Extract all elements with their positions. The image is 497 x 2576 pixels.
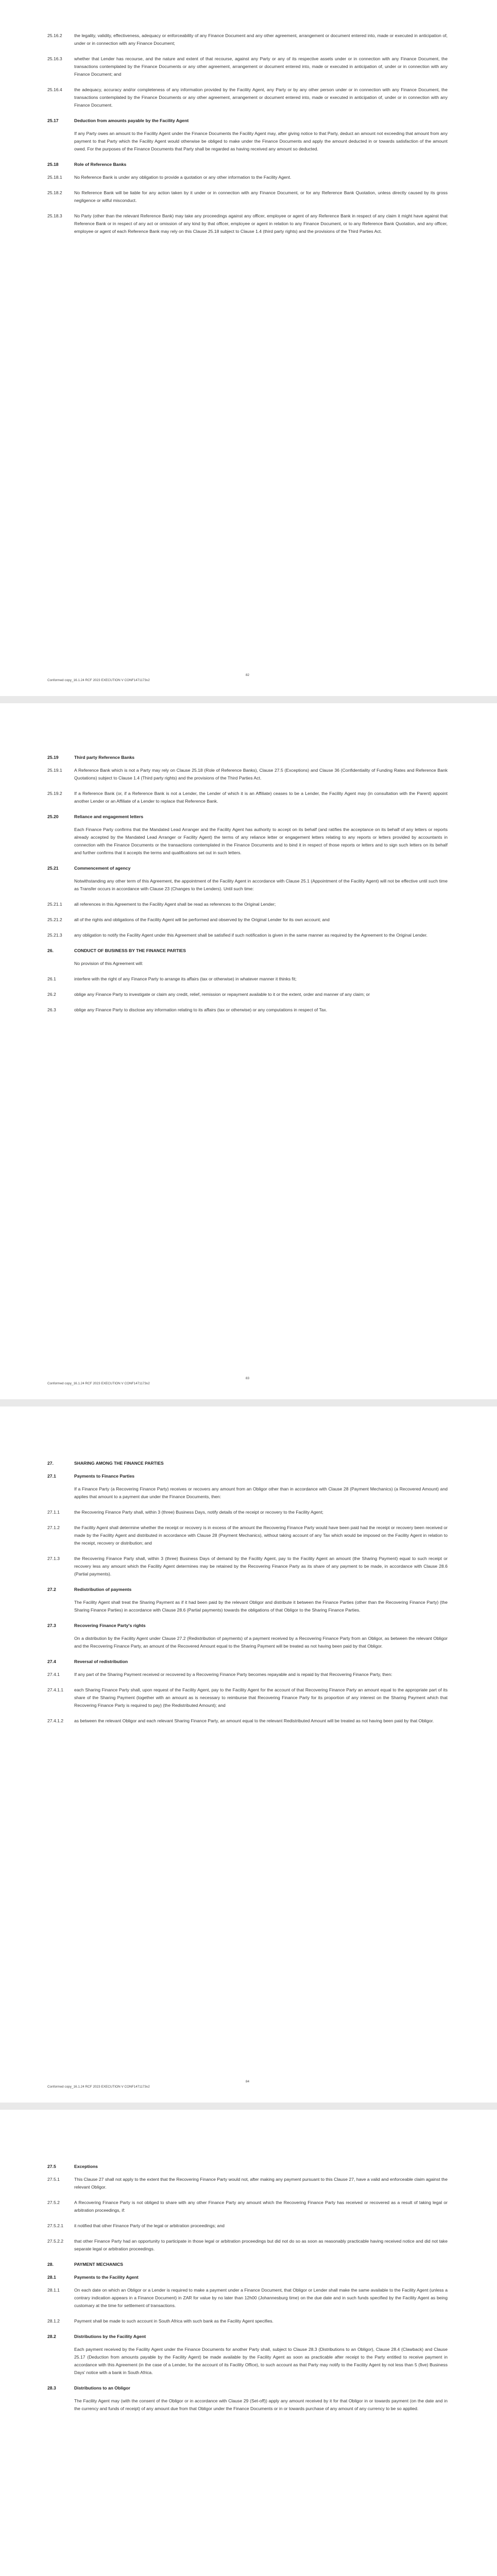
- paragraph: [47, 975, 448, 983]
- clause-text: it notified that other Finance Party of the legal or arbitration proceedings; and: [74, 2223, 225, 2228]
- page-body: [47, 1460, 448, 1733]
- clause-heading: [47, 1460, 448, 1467]
- clause-heading: [47, 2384, 448, 2392]
- clause-number: 28.2: [47, 2334, 56, 2339]
- clause-number: 25.18.1: [47, 175, 62, 180]
- clause-text: This Clause 27 shall not apply to the extent that the Recovering Finance Party would not, after making any payment pursuant to this Clause 27, have a valid and enforceable claim against the relevant Obligor.: [74, 2177, 448, 2190]
- clause-number: 27.1.3: [47, 1556, 60, 1561]
- clause-text: A Reference Bank which is not a Party may rely on Clause 25.18 (Role of Reference Banks), Clause 27.5 (Exceptions) and Clause 36 (Confidentiality of Funding Rates and Reference Bank Quotations) subject to Clause 1.4 (Third party rights) and the provisions of the Third Parties Act.: [74, 768, 448, 781]
- clause-title: Reliance and engagement letters: [74, 814, 144, 819]
- clause-heading: [47, 161, 448, 168]
- clause-text: On a distribution by the Facility Agent under Clause 27.2 (Redistribution of payments) of a payment received by a Recovering Finance Party from an Obligor, as between the relevant Obligor and the Recovering Finance Party, an amount of the Recovered Amount equal to the Sharing Payment will be treated as not having been paid by that Obligor.: [74, 1636, 448, 1649]
- clause-text: If any part of the Sharing Payment received or recovered by a Recovering Finance Party becomes repayable and is repaid by that Recovering Finance Party, then:: [74, 1672, 392, 1677]
- clause-heading: [47, 1472, 448, 1480]
- clause-text: the Recovering Finance Party shall, within 3 (three) Business Days of demand by the Facility Agent, pay to the Facility Agent an amount (the Sharing Payment) equal to such receipt or recovery less any amount which the Facility Agent determines may be retained by the Recovering Finance Party as its share of any payment to be made, in accordance with Clause 28.6 (Partial payments).: [74, 1556, 448, 1577]
- clause-number: 25.18.3: [47, 213, 62, 218]
- conformed-copy-label: Conformed copy_16.1.24 RCF 2023 EXECUTION V CONF1471173v2: [47, 2085, 150, 2089]
- clause-number: 25.20: [47, 814, 59, 819]
- paragraph: [47, 790, 448, 805]
- clause-heading: [47, 1622, 448, 1630]
- paragraph: [47, 2176, 448, 2191]
- clause-heading: [47, 2163, 448, 2171]
- paragraph: [47, 931, 448, 939]
- clause-number: 27.2: [47, 1587, 56, 1592]
- clause-text: the Facility Agent shall determine whether the receipt or recovery is in excess of the amount the Recovering Finance Party would have been paid had the receipt or recovery been received or made by the Facility Agent and distributed in accordance with Clause 28 (Payment Mechanics), without taking account of any Tax which would be imposed on the Facility Agent in relation to the receipt, recovery or distribution; and: [74, 1525, 448, 1546]
- clause-heading: [47, 947, 448, 955]
- clause-text: interfere with the right of any Finance Party to arrange its affairs (tax or otherwise) in whatever manner it thinks fit;: [74, 976, 297, 981]
- clause-number: 28.1.1: [47, 2287, 60, 2293]
- clause-text: the legality, validity, effectiveness, adequacy or enforceability of any Finance Document and any other agreement, arrangement or document entered into, made or executed in anticipation of, under or in connection with any Finance Document;: [74, 33, 448, 46]
- paragraph: [47, 86, 448, 109]
- clause-number: 25.21.3: [47, 933, 62, 938]
- clause-number: 27.1.1: [47, 1510, 60, 1515]
- clause-number: 26.: [47, 948, 54, 953]
- clause-heading: [47, 117, 448, 125]
- page-number: 82: [245, 673, 250, 677]
- paragraph: [47, 212, 448, 235]
- paragraph: [47, 32, 448, 47]
- paragraph: [47, 1717, 448, 1725]
- paragraph: [47, 174, 448, 181]
- clause-text: If any Party owes an amount to the Facility Agent under the Finance Documents the Facility Agent may, after giving notice to that Party, deduct an amount not exceeding that amount from any payment to that Party which the Facility Agent would otherwise be obliged to make under the Finance Documents and apply the amount deducted in or towards satisfaction of the amount owed. For the purposes of the Finance Documents that Party shall be regarded as having received any amount so deducted.: [74, 131, 448, 151]
- paragraph: [47, 2397, 448, 2413]
- clause-number: 27.5.2.1: [47, 2223, 64, 2228]
- paragraph: [47, 1524, 448, 1547]
- clause-number: 27.5.2.2: [47, 2239, 64, 2244]
- clause-number: 27.4.1.1: [47, 1687, 64, 1692]
- clause-number: 25.18.2: [47, 190, 62, 195]
- paragraph: [47, 877, 448, 893]
- clause-text: any obligation to notify the Facility Agent under this Agreement shall be satisfied if such notification is given in the same manner as required by the Agreement to the Original Lender.: [74, 933, 427, 938]
- clause-number: 27.1: [47, 1473, 56, 1479]
- clause-number: 27.5.2: [47, 2200, 60, 2205]
- clause-heading: [47, 2333, 448, 2341]
- clause-title: Exceptions: [74, 2164, 98, 2169]
- clause-number: 25.19.2: [47, 791, 62, 796]
- paragraph: [47, 1686, 448, 1709]
- clause-number: 26.2: [47, 992, 56, 997]
- clause-title: Third party Reference Banks: [74, 755, 135, 760]
- clause-title: Reversal of redistribution: [74, 1659, 128, 1664]
- clause-heading: [47, 813, 448, 821]
- paragraph: [47, 2317, 448, 2325]
- clause-text: that other Finance Party had an opportunity to participate in those legal or arbitration proceedings but did not do so as soon as reasonably practicable having received notice and did not take separate legal or arbitration proceedings.: [74, 2239, 448, 2251]
- clause-number: 25.16.3: [47, 56, 62, 61]
- clause-title: Role of Reference Banks: [74, 162, 127, 167]
- clause-heading: [47, 754, 448, 761]
- paragraph: [47, 767, 448, 782]
- clause-heading: [47, 865, 448, 872]
- clause-number: 25.21: [47, 866, 59, 871]
- clause-number: 28.3: [47, 2385, 56, 2391]
- document-page: [0, 1406, 497, 2103]
- page-body: [47, 32, 448, 243]
- clause-text: whether that Lender has recourse, and the nature and extent of that recourse, against any Party or any of its respective assets under or in connection with any Finance Document, the transactions contemplated by the Finance Documents or any other agreement, arrangement or document entered into, made or executed in anticipation of, under or in connection with any Finance Document; and: [74, 56, 448, 77]
- paragraph: [47, 2346, 448, 2377]
- clause-title: Distributions to an Obligor: [74, 2385, 130, 2391]
- clause-text: On each date on which an Obligor or a Lender is required to make a payment under a Finance Document, that Obligor or Lender shall make the same available to the Facility Agent (unless a contrary indication appears in a Finance Document) in ZAR for value by no later than 12h00 (Johannesburg time) on the due date and in such funds specified by the Facility Agent as being customary at the time for settlement of transactions.: [74, 2287, 448, 2308]
- clause-number: 25.16.4: [47, 87, 62, 92]
- clause-heading: [47, 2274, 448, 2281]
- clause-text: No provision of this Agreement will:: [74, 961, 143, 966]
- clause-text: the Recovering Finance Party shall, within 3 (three) Business Days, notify details of the receipt or recovery to the Facility Agent;: [74, 1510, 323, 1515]
- clause-title: Redistribution of payments: [74, 1587, 132, 1592]
- clause-title: Payments to Finance Parties: [74, 1473, 135, 1479]
- paragraph: [47, 901, 448, 908]
- clause-text: Payment shall be made to such account in South Africa with such bank as the Facility Agent specifies.: [74, 2318, 273, 2324]
- page-body: [47, 2163, 448, 2420]
- clause-number: 27.1.2: [47, 1525, 60, 1530]
- clause-text: No Reference Bank will be liable for any action taken by it under or in connection with any Finance Document, or for any Reference Bank Quotation, unless directly caused by its gross negligence or wilful misconduct.: [74, 190, 448, 203]
- paragraph: [47, 1485, 448, 1501]
- paragraph: [47, 130, 448, 153]
- document-page: [0, 2110, 497, 2576]
- paragraph: [47, 189, 448, 205]
- clause-text: each Sharing Finance Party shall, upon request of the Facility Agent, pay to the Facility Agent for the account of that Recovering Finance Party an amount equal to the appropriate part of its share of the Sharing Payment (together with an amount as is necessary to reimburse that Recovering Finance Party for its proportion of any interest on the Sharing Payment which that Recovering Finance Party is required to pay) (the Redistributed Amount); and: [74, 1687, 448, 1708]
- clause-title: PAYMENT MECHANICS: [74, 2262, 124, 2267]
- clause-text: No Party (other than the relevant Reference Bank) may take any proceedings against any officer, employee or agent of any Reference Bank in respect of any claim it might have against that Reference Bank or in respect of any act or omission of any kind by that officer, employee or agent in relation to any Finance Document, or to any Reference Bank Quotation, and any officer, employee or agent of each Reference Bank may rely on this Clause 25.18 subject to Clause 1.4 (third party rights) and the provisions of the Third Parties Act.: [74, 213, 448, 234]
- clause-number: 26.1: [47, 976, 56, 981]
- clause-number: 27.4: [47, 1659, 56, 1664]
- conformed-copy-label: Conformed copy_16.1.24 RCF 2023 EXECUTION V CONF1471173v2: [47, 1382, 150, 1385]
- paragraph: [47, 826, 448, 857]
- document-page: [0, 0, 497, 696]
- clause-text: the adequacy, accuracy and/or completeness of any information provided by the Facility Agent, any Party or by any other person under or in connection with any Finance Document, the transactions contemplated by the Finance Documents or any other agreement, arrangement or document entered into, made or executed in anticipation of, under or in connection with any Finance Document.: [74, 87, 448, 108]
- page-number: 84: [245, 2080, 250, 2083]
- clause-number: 25.19.1: [47, 768, 62, 773]
- clause-number: 25.21.1: [47, 902, 62, 907]
- paragraph: [47, 1635, 448, 1650]
- clause-text: oblige any Finance Party to disclose any information relating to its affairs (tax or otherwise) or any computations in respect of Tax.: [74, 1007, 328, 1012]
- clause-number: 27.: [47, 1461, 54, 1466]
- page-body: [47, 754, 448, 1022]
- clause-number: 25.17: [47, 118, 59, 123]
- clause-title: SHARING AMONG THE FINANCE PARTIES: [74, 1461, 164, 1466]
- clause-number: 28.1.2: [47, 2318, 60, 2324]
- paragraph: [47, 1006, 448, 1014]
- clause-heading: [47, 1658, 448, 1666]
- clause-text: Notwithstanding any other term of this Agreement, the appointment of the Facility Agent in accordance with Clause 25.1 (Appointment of the Facility Agent) will not be effective until such time as Transfer occurs in accordance with Clause 23 (Changes to the Lenders). Until such time:: [74, 878, 448, 891]
- paragraph: [47, 1671, 448, 1679]
- paragraph: [47, 2238, 448, 2253]
- clause-text: Each Finance Party confirms that the Mandated Lead Arranger and the Facility Agent has authority to accept on its behalf (and ratifies the acceptance on its behalf of any letters or reports already accepted by the Mandated Lead Arranger or Facility Agent) the terms of any reliance letter or engagement letters relating to any reports or letters provided by accountants in connection with the Finance Documents or the transactions contemplated in the Finance Documents and to bind it in respect of those reports or letters and to sign such letters on its behalf and further confirms that it accepts the terms and qualifications set out in such letters.: [74, 827, 448, 855]
- clause-text: all references in this Agreement to the Facility Agent shall be read as references to the Original Lender;: [74, 902, 276, 907]
- clause-title: Distributions by the Facility Agent: [74, 2334, 146, 2339]
- clause-text: No Reference Bank is under any obligation to provide a quotation or any other information to the Facility Agent.: [74, 175, 292, 180]
- clause-number: 27.4.1: [47, 1672, 60, 1677]
- clause-heading: [47, 1586, 448, 1594]
- clause-text: all of the rights and obligations of the Facility Agent will be performed and observed by the Original Lender for its own account; and: [74, 917, 330, 922]
- page-number: 83: [245, 1377, 250, 1380]
- paragraph: [47, 1599, 448, 1614]
- paragraph: [47, 2286, 448, 2310]
- paragraph: [47, 916, 448, 924]
- clause-number: 27.5.1: [47, 2177, 60, 2182]
- clause-title: CONDUCT OF BUSINESS BY THE FINANCE PARTIES: [74, 948, 186, 953]
- clause-text: If a Finance Party (a Recovering Finance Party) receives or recovers any amount from an Obligor other than in accordance with Clause 28 (Payment Mechanics) (a Recovered Amount) and applies that amount to a payment due under the Finance Documents, then:: [74, 1486, 448, 1499]
- paragraph: [47, 960, 448, 968]
- clause-title: Payments to the Facility Agent: [74, 2275, 139, 2280]
- clause-number: 25.21.2: [47, 917, 62, 922]
- clause-title: Recovering Finance Party's rights: [74, 1623, 146, 1628]
- paragraph: [47, 1555, 448, 1578]
- clause-number: 26.3: [47, 1007, 56, 1012]
- clause-number: 28.1: [47, 2275, 56, 2280]
- clause-text: oblige any Finance Party to investigate or claim any credit, relief, remission or repayment available to it or the extent, order and manner of any claim; or: [74, 992, 370, 997]
- clause-number: 25.19: [47, 755, 59, 760]
- clause-text: Each payment received by the Facility Agent under the Finance Documents for another Party shall, subject to Clause 28.3 (Distributions to an Obligor), Clause 28.4 (Clawback) and Clause 25.17 (Deduction from amounts payable by the Facility Agent) be made available by the Facility Agent as soon as practicable after receipt to the Party entitled to receive payment in accordance with this Agreement (in the case of a Lender, for the account of its Facility Office), to such account as that Party may notify to the Facility Agent by not less than 5 (five) Business Days' notice with a bank in South Africa.: [74, 2347, 448, 2375]
- clause-text: If a Reference Bank (or, if a Reference Bank is not a Lender, the Lender of which it is an Affiliate) ceases to be a Lender, the Facility Agent may (in consultation with the Parent) appoint another Lender or an Affiliate of a Lender to replace that Reference Bank.: [74, 791, 448, 804]
- clause-text: A Recovering Finance Party is not obliged to share with any other Finance Party any amount which the Recovering Finance Party has received or recovered as a result of taking legal or arbitration proceedings, if:: [74, 2200, 448, 2213]
- conformed-copy-label: Conformed copy_16.1.24 RCF 2023 EXECUTION V CONF1471173v2: [47, 679, 150, 682]
- clause-title: Commencement of agency: [74, 866, 131, 871]
- clause-number: 27.4.1.2: [47, 1718, 64, 1723]
- paragraph: [47, 55, 448, 78]
- clause-number: 25.18: [47, 162, 59, 167]
- document-page: [0, 703, 497, 1399]
- clause-number: 27.5: [47, 2164, 56, 2169]
- clause-text: The Facility Agent may (with the consent of the Obligor or in accordance with Clause 29 (Set-off)) apply any amount received by it for that Obligor in or towards payment (on the date and in the currency and funds of receipt) of any amount due from that Obligor under the Finance Documents or in or towards purchase of any amount of any currency to be so applied.: [74, 2398, 448, 2411]
- paragraph: [47, 2199, 448, 2214]
- clause-number: 28.: [47, 2262, 54, 2267]
- paragraph: [47, 2222, 448, 2230]
- paragraph: [47, 1509, 448, 1516]
- clause-title: Deduction from amounts payable by the Facility Agent: [74, 118, 189, 123]
- clause-text: as between the relevant Obligor and each relevant Sharing Finance Party, an amount equal to the relevant Redistributed Amount will be treated as not having been paid by that Obligor.: [74, 1718, 434, 1723]
- clause-number: 27.3: [47, 1623, 56, 1628]
- paragraph: [47, 991, 448, 998]
- clause-text: The Facility Agent shall treat the Sharing Payment as if it had been paid by the relevant Obligor and distribute it between the Finance Parties (other than the Recovering Finance Party) (the Sharing Finance Parties) in accordance with Clause 28.6 (Partial payments) towards the obligations of that Obligor to the Sharing Finance Parties.: [74, 1600, 448, 1613]
- clause-number: 25.16.2: [47, 33, 62, 38]
- clause-heading: [47, 2261, 448, 2268]
